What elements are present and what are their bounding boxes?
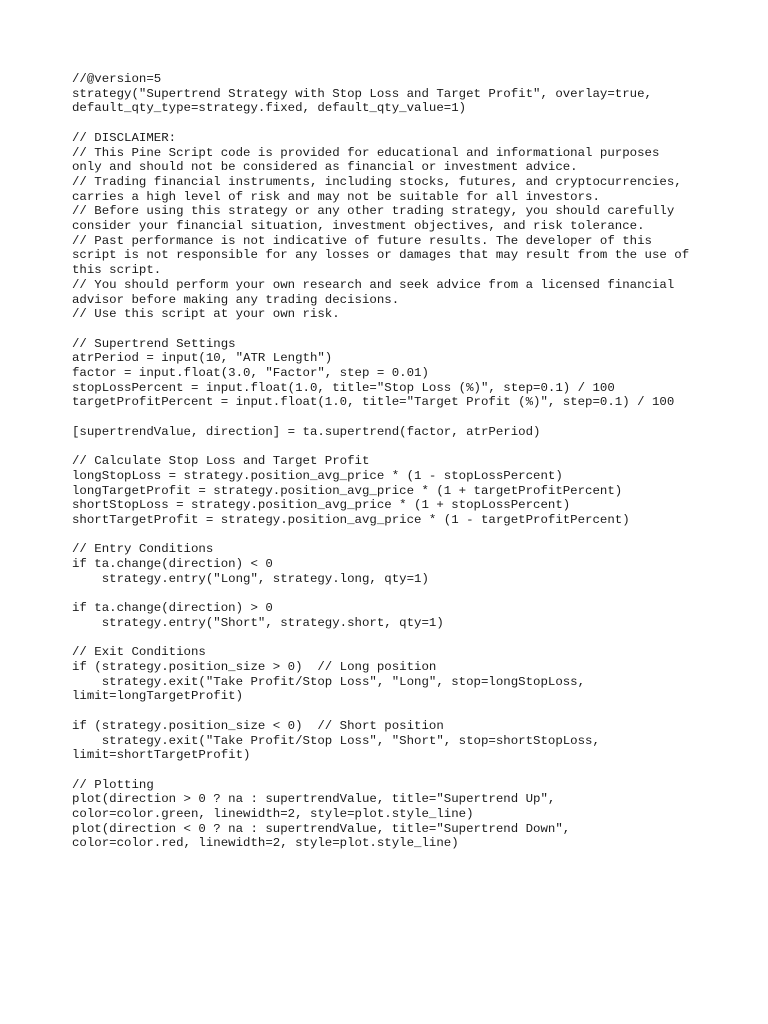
code-line (72, 704, 762, 719)
code-line: limit=shortTargetProfit) (72, 748, 251, 763)
code-line: only and should not be considered as financial or investment advice. (72, 160, 578, 175)
code-line: carries a high level of risk and may not be suitable for all investors. (72, 189, 600, 204)
code-line: script is not responsible for any losses or damages that may result from the use of (72, 248, 690, 263)
code-line: shortTargetProfit = strategy.position_avg_price * (1 - targetProfitPercent) (72, 513, 630, 528)
code-line: consider your financial situation, investment objectives, and risk tolerance. (72, 219, 645, 234)
code-line (72, 322, 762, 337)
code-line: color=color.green, linewidth=2, style=plot.style_line) (72, 807, 474, 822)
code-line (72, 116, 762, 131)
code-block (72, 72, 762, 851)
code-line (72, 763, 762, 778)
code-line (72, 528, 762, 543)
code-line: longStopLoss = strategy.position_avg_price * (1 - stopLossPercent) (72, 468, 563, 483)
code-line: // Entry Conditions (72, 542, 214, 557)
code-line (72, 631, 762, 646)
code-line: shortStopLoss = strategy.position_avg_price * (1 + stopLossPercent) (72, 498, 571, 513)
code-line: if (strategy.position_size > 0) // Long position (72, 660, 437, 675)
code-line: // Trading financial instruments, including stocks, futures, and cryptocurrencies, (72, 174, 682, 189)
code-line: // Before using this strategy or any other trading strategy, you should carefully (72, 204, 675, 219)
code-line: strategy.entry("Short", strategy.short, qty=1) (72, 615, 444, 630)
code-line: // You should perform your own research and seek advice from a licensed financial (72, 277, 675, 292)
code-line (72, 410, 762, 425)
code-line: // Use this script at your own risk. (72, 307, 340, 322)
code-line: stopLossPercent = input.float(1.0, title="Stop Loss (%)", step=0.1) / 100 (72, 380, 615, 395)
code-line: plot(direction < 0 ? na : supertrendValue, title="Supertrend Down", (72, 821, 571, 836)
code-line: advisor before making any trading decisions. (72, 292, 400, 307)
code-line: targetProfitPercent = input.float(1.0, title="Target Profit (%)", step=0.1) / 100 (72, 395, 675, 410)
code-line: if (strategy.position_size < 0) // Short position (72, 718, 444, 733)
code-line: this script. (72, 263, 162, 278)
code-line: strategy("Supertrend Strategy with Stop Loss and Target Profit", overlay=true, (72, 86, 652, 101)
code-line: // Plotting (72, 777, 154, 792)
code-line: color=color.red, linewidth=2, style=plot.style_line) (72, 836, 459, 851)
code-line: strategy.exit("Take Profit/Stop Loss", "Long", stop=longStopLoss, (72, 674, 586, 689)
code-line: // DISCLAIMER: (72, 130, 177, 145)
code-line: // This Pine Script code is provided for educational and informational purposes (72, 145, 660, 160)
code-line: // Calculate Stop Loss and Target Profit (72, 454, 370, 469)
code-line: if ta.change(direction) > 0 (72, 601, 273, 616)
code-line: // Past performance is not indicative of future results. The developer of this (72, 233, 652, 248)
code-line: longTargetProfit = strategy.position_avg_price * (1 + targetProfitPercent) (72, 483, 623, 498)
code-line: [supertrendValue, direction] = ta.supertrend(factor, atrPeriod) (72, 424, 541, 439)
code-line: // Exit Conditions (72, 645, 206, 660)
code-line: strategy.exit("Take Profit/Stop Loss", "Short", stop=shortStopLoss, (72, 733, 600, 748)
code-line: limit=longTargetProfit) (72, 689, 244, 704)
code-line: //@version=5 (72, 72, 162, 86)
code-line: factor = input.float(3.0, "Factor", step = 0.01) (72, 366, 429, 381)
code-line: atrPeriod = input(10, "ATR Length") (72, 351, 333, 366)
code-line: strategy.entry("Long", strategy.long, qty=1) (72, 571, 429, 586)
code-line (72, 587, 762, 602)
code-line: plot(direction > 0 ? na : supertrendValue, title="Supertrend Up", (72, 792, 556, 807)
code-line (72, 440, 762, 455)
code-line: if ta.change(direction) < 0 (72, 557, 273, 572)
code-line: // Supertrend Settings (72, 336, 236, 351)
code-line: default_qty_type=strategy.fixed, default_qty_value=1) (72, 101, 467, 116)
